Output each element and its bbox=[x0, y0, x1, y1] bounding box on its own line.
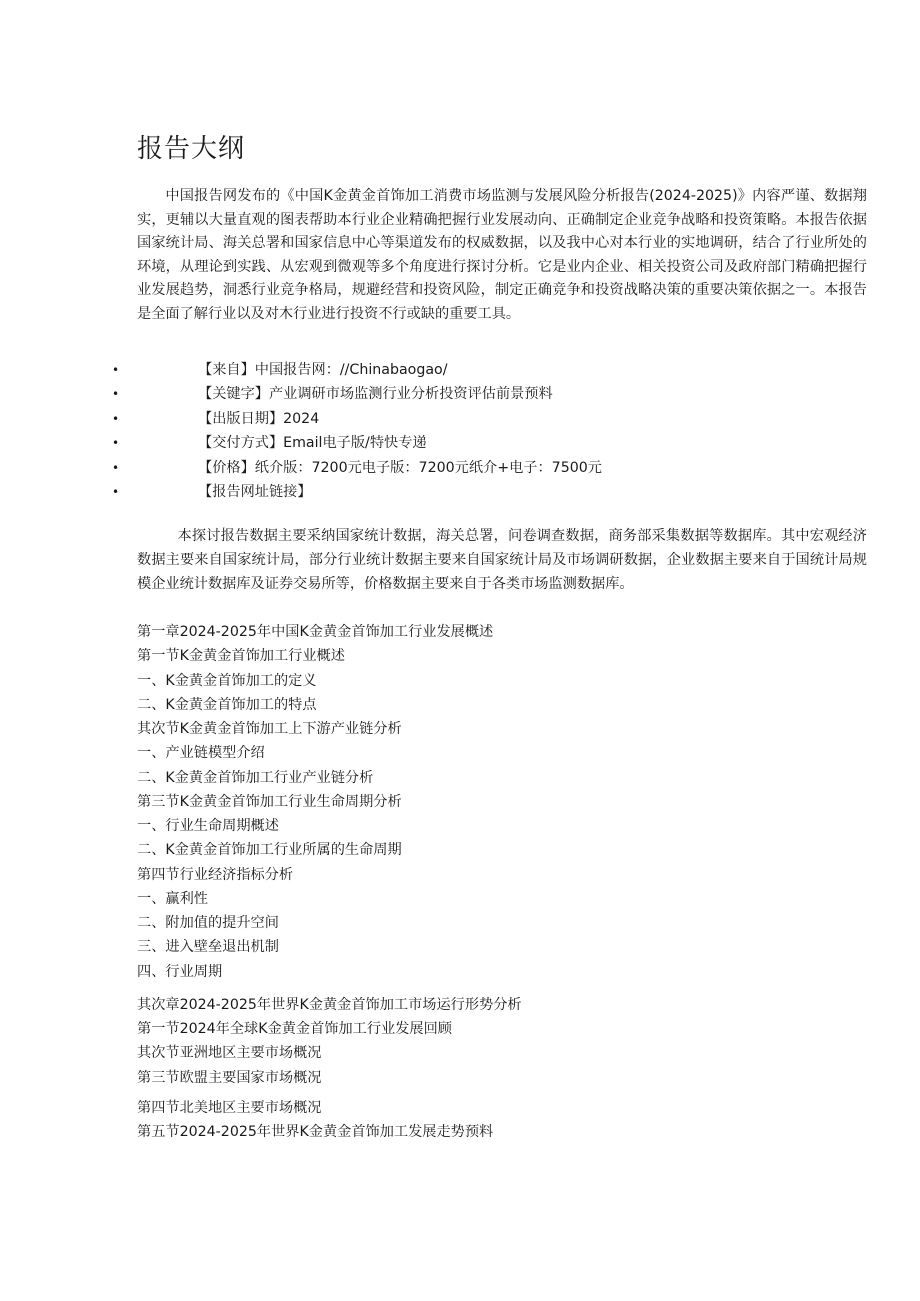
report-link[interactable]: 【报告网址链接】 bbox=[198, 483, 312, 500]
toc-section-heading: 第三节K金黄金首饰加工行业生命周期分析 bbox=[137, 793, 402, 810]
table-of-contents bbox=[137, 620, 522, 1144]
report-meta-list bbox=[0, 358, 920, 504]
bullet-icon: • bbox=[112, 363, 120, 377]
data-source-paragraph: 本探讨报告数据主要采纳国家统计数据，海关总署，问卷调查数据，商务部采集数据等数据库。其中宏观经济数据主要来自国家统计局，部分行业统计数据主要来自国家统计局及市场调研数据，企业数据主要来自于国统计局规模企业统计数据库及证券交易所等，价格数据主要来自于各类市场监测数据库。 bbox=[137, 528, 867, 592]
meta-delivery-text: 【交付方式】Email电子版/特快专递 bbox=[198, 435, 427, 452]
toc-item: 四、行业周期 bbox=[137, 963, 223, 980]
meta-source-text: 【来自】中国报告网：//Chinabaogao/ bbox=[198, 362, 448, 378]
bullet-icon: • bbox=[112, 460, 120, 475]
toc-item: 二、附加值的提升空间 bbox=[137, 915, 279, 931]
bullet-icon: • bbox=[112, 411, 120, 426]
toc-item: 二、K金黄金首饰加工行业产业链分析 bbox=[137, 769, 374, 786]
meta-item-keywords bbox=[0, 382, 920, 406]
meta-item-source bbox=[0, 358, 920, 382]
toc-chapter-heading: 其次章2024-2025年世界K金黄金首饰加工市场运行形势分析 bbox=[137, 996, 522, 1013]
toc-section-heading: 第五节2024-2025年世界K金黄金首饰加工发展走势预料 bbox=[137, 1124, 494, 1140]
toc-item: 二、K金黄金首饰加工行业所属的生命周期 bbox=[137, 842, 402, 859]
toc-item: 三、进入壁垒退出机制 bbox=[137, 939, 279, 956]
meta-item-price bbox=[0, 456, 920, 480]
meta-item-report-link[interactable] bbox=[0, 480, 920, 504]
toc-section-heading: 其次节K金黄金首饰加工上下游产业链分析 bbox=[137, 721, 402, 737]
meta-price-text: 【价格】纸介版：7200元电子版：7200元纸介+电子：7500元 bbox=[198, 459, 602, 476]
intro-paragraph: 中国报告网发布的《中国K金黄金首饰加工消费市场监测与发展风险分析报告(2024-2025)》内容严谨、数据翔实，更辅以大量直观的图表帮助本行业企业精确把握行业发展动向、正确制定企业竞争战略和投资策略。本报告依据国家统计局、海关总署和国家信息中心等渠道发布的权威数据，以及我中心对本行业的实地调研，结合了行业所处的环境，从理论到实践、从宏观到微观等多个角度进行探讨分析。它是业内企业、相关投资公司及政府部门精确把握行业发展趋势，洞悉行业竞争格局，规避经营和投资风险，制定正确竞争和投资战略决策的重要决策依据之一。本报告是全面了解行业以及对木行业进行投资不行或缺的重要工具。 bbox=[137, 188, 867, 322]
toc-item: 一、赢利性 bbox=[137, 890, 208, 907]
toc-section-heading: 第四节北美地区主要市场概况 bbox=[137, 1099, 322, 1116]
toc-item: 一、K金黄金首饰加工的定义 bbox=[137, 672, 317, 689]
meta-item-delivery bbox=[0, 431, 920, 455]
toc-section-heading: 第一节K金黄金首饰加工行业概述 bbox=[137, 648, 345, 665]
meta-publish-date-text: 【出版日期】2024 bbox=[198, 410, 320, 427]
meta-keywords-text: 【关键字】产业调研市场监测行业分析投资评估前景预料 bbox=[198, 386, 553, 403]
toc-item: 二、K金黄金首饰加工的特点 bbox=[137, 696, 317, 713]
page-title: 报告大纲 bbox=[137, 134, 246, 164]
bullet-icon: • bbox=[112, 484, 120, 499]
toc-chapter-heading: 第一章2024-2025年中国K金黄金首饰加工行业发展概述 bbox=[137, 624, 494, 640]
bullet-icon: • bbox=[112, 387, 120, 402]
toc-item: 一、行业生命周期概述 bbox=[137, 818, 279, 834]
bullet-icon: • bbox=[112, 436, 120, 451]
toc-section-heading: 其次节亚洲地区主要市场概况 bbox=[137, 1045, 322, 1062]
toc-section-heading: 第四节行业经济指标分析 bbox=[137, 866, 294, 883]
toc-item: 一、产业链模型介绍 bbox=[137, 745, 265, 762]
meta-item-publish-date bbox=[0, 407, 920, 431]
toc-section-heading: 第三节欧盟主要国家市场概况 bbox=[137, 1069, 322, 1086]
toc-section-heading: 第一节2024年全球K金黄金首饰加工行业发展回顾 bbox=[137, 1021, 452, 1037]
